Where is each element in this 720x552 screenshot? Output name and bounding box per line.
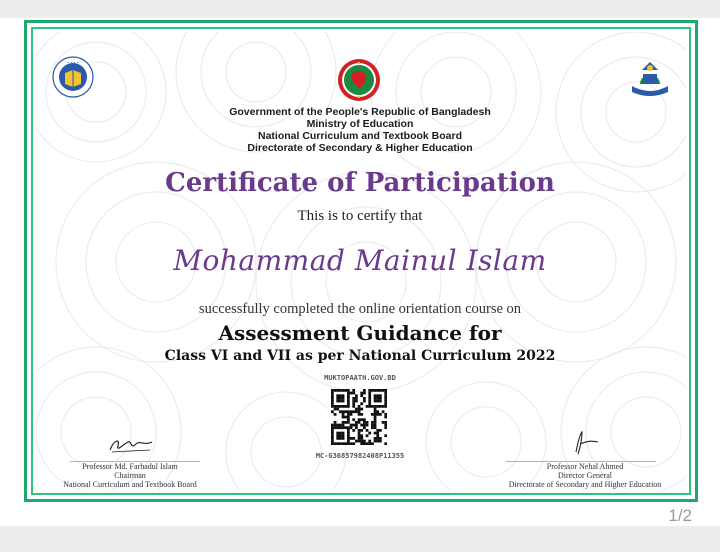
nctb-seal-icon	[52, 56, 94, 98]
course-title-line1: Assessment Guidance for	[218, 321, 502, 345]
left-signatory-org: National Curriculum and Textbook Board	[63, 480, 197, 489]
right-signatory	[480, 462, 690, 489]
page-indicator: 1/2	[668, 506, 692, 525]
header-line-government: Government of the People's Republic of Bangladesh	[229, 106, 491, 118]
certify-text: This is to certify that	[297, 208, 423, 224]
course-title-line2: Class VI and VII as per National Curriculum 2022	[164, 348, 556, 364]
certificate-title: Certificate of Participation	[165, 168, 555, 198]
right-signatory-org: Directorate of Secondary and Higher Education	[508, 480, 662, 489]
left-signatory-name: Professor Md. Farhadul Islam	[82, 462, 178, 471]
bangladesh-govt-emblem-icon	[336, 58, 382, 102]
left-signatory	[30, 462, 230, 489]
completion-text: successfully completed the online orientation course on	[198, 301, 522, 317]
svg-text:• • • •: • • • •	[67, 61, 79, 65]
header-line-ministry: Ministry of Education	[306, 118, 414, 130]
recipient-name: Mohammad Mainul Islam	[173, 244, 547, 277]
qr-code-icon[interactable]	[331, 389, 387, 445]
left-signatory-title: Chairman	[114, 471, 146, 480]
header-line-nctb: National Curriculum and Textbook Board	[258, 130, 462, 142]
right-signatory-name: Professor Nehal Ahmed	[546, 462, 624, 471]
dshe-seal-icon	[628, 56, 672, 98]
website-label: MUKTOPAATH.GOV.BD	[324, 374, 396, 382]
header-line-directorate: Directorate of Secondary & Higher Education	[247, 142, 473, 154]
director-general-signature	[568, 428, 608, 456]
certificate-id: MC-G36857982408P11355	[315, 452, 405, 460]
right-signatory-title: Director General	[558, 471, 612, 480]
chairman-signature	[106, 432, 156, 456]
